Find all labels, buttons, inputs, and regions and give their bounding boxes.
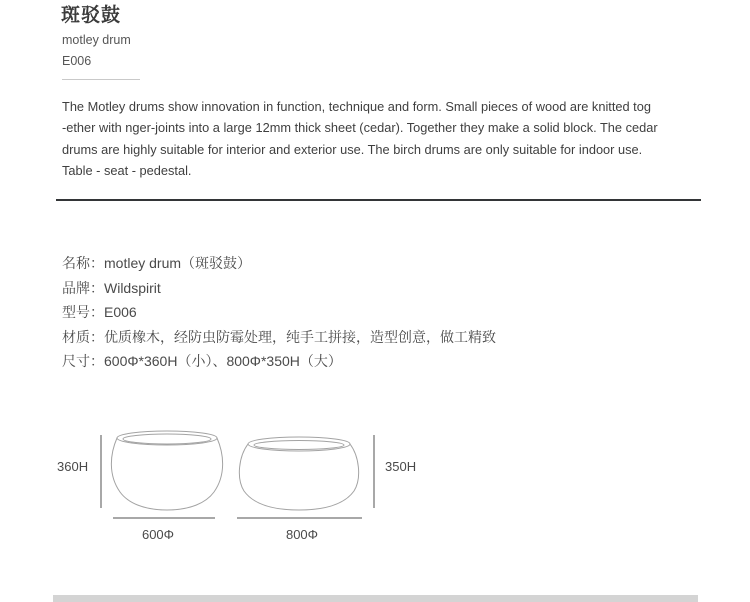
large-drum-height-label: 350H [385,459,417,474]
description-line: -ether with nger-joints into a large 12mm thick sheet (cedar). Together they make a solid block. The cedar [62,120,658,136]
description-line: The Motley drums show innovation in function, technique and form. Small pieces of wood are knitted tog [62,99,651,114]
spec-label: 尺寸： [62,353,104,370]
spec-label: 型号： [62,304,104,321]
large-drum-diameter-line [237,517,362,519]
bottom-bar [53,595,698,602]
product-description [62,96,702,182]
small-drum-height-line [100,435,102,508]
small-drum-height-label: 360H [57,459,89,474]
spec-value: E006 [104,304,137,321]
small-drum-diameter-line [113,517,215,519]
spec-row-size [62,349,496,374]
large-drum-height-line [373,435,375,508]
small-drum-diameter-label: 600Φ [141,527,175,542]
spec-row-brand [62,276,496,301]
title-divider [62,79,140,80]
spec-list [62,251,496,374]
spec-value: motley drum（斑驳鼓） [104,255,252,271]
large-drum-drawing [236,436,362,513]
spec-label: 名称： [62,255,104,271]
spec-value: 优质橡木，经防虫防霉处理，纯手工拼接，造型创意，做工精致 [104,328,496,345]
product-english-name: motley drum [62,33,131,47]
spec-label: 材质： [62,328,104,345]
description-line: Table - seat - pedestal. [62,163,192,179]
product-model-code: E006 [62,54,92,68]
description-line: drums are highly suitable for interior and exterior use. The birch drums are only suitable for indoor use. [62,141,643,157]
page-title: 斑驳鼓 [61,5,122,26]
large-drum-diameter-label: 800Φ [285,527,319,542]
spec-value: Wildspirit [104,279,161,296]
spec-row-name [62,251,496,276]
spec-value: 600Φ*360H（小）、800Φ*350H（大） [104,353,342,370]
spec-label: 品牌： [62,279,104,296]
spec-row-model [62,300,496,325]
spec-row-material [62,325,496,350]
section-divider [56,199,701,201]
small-drum-drawing [108,430,226,514]
